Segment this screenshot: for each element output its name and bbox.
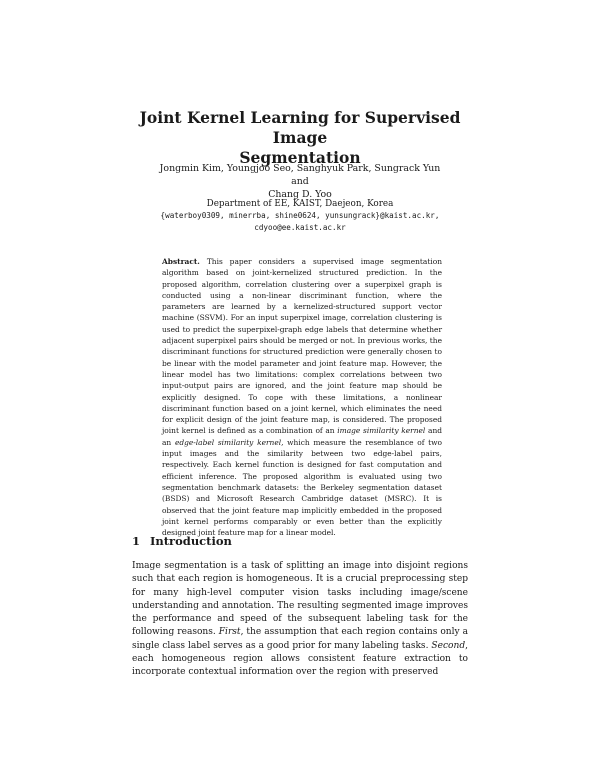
title-line-1: Joint Kernel Learning for Supervised Image — [139, 108, 461, 147]
paper-title — [120, 108, 480, 168]
abstract-text-2: and an — [162, 426, 443, 447]
abstract-text-1: This paper considers a supervised image segmentation algorithm based on joint-kernelized structured prediction. In the proposed algorithm, correlation clustering over a superpixel graph is conducted using a non-linear discriminant function, where the parameters are learned by a kernelized-structured support vector machine (SSVM). For an input superpixel image, correlation clustering is used to predict the superpixel-graph edge labels that determine whether adjacent superpixel pairs should be merged or not. In previous works, the discriminant functions for structured prediction were generally chosen to be linear with the model parameter and joint feature map. However, the linear model has two limitations: complex correlations between two input-output pairs are ignored, and the joint feature map should be explicitly designed. To cope with these limitations, a nonlinear discriminant function based on a joint kernel, which eliminates the need for explicit design of the joint feature map, is considered. The proposed joint kernel is defined as a combination of an — [162, 257, 442, 436]
author-list — [150, 162, 450, 201]
section-title: Introduction — [150, 534, 232, 548]
abstract-label: Abstract. — [162, 257, 200, 266]
intro-text-3: , each homogeneous region allows consistent feature extraction to incorporate contextual information over the region with preserved — [132, 640, 468, 678]
email-line-1: {waterboy0309, minerrba, shine0624, yunsungrack}@kaist.ac.kr, — [160, 211, 440, 220]
intro-emphasis-1: First — [218, 627, 241, 638]
affiliation-block — [140, 198, 460, 234]
intro-text-2: , the assumption that each region contains only a single class label serves as a good prior for many labeling tasks. — [132, 627, 468, 651]
abstract-emphasis-1: image similarity kernel — [337, 426, 426, 436]
authors-line-2: Chang D. Yoo — [268, 189, 332, 200]
affiliation: Department of EE, KAIST, Daejeon, Korea — [206, 199, 394, 209]
authors-line-1: Jongmin Kim, Youngjoo Seo, Sanghyuk Park, Sungrack Yun and — [159, 163, 441, 187]
intro-text-1: Image segmentation is a task of splitting an image into disjoint regions such that each region is homogeneous. It is a crucial preprocessing step for many high-level computer vision tasks including image/scene understanding and annotation. The resulting segmented image improves the performance and speed of the subsequent labeling task for the following reasons. — [132, 561, 468, 638]
intro-emphasis-2: Second — [431, 640, 466, 651]
abstract-emphasis-2: edge-label similarity kernel — [174, 437, 282, 447]
section-heading-introduction — [132, 534, 232, 548]
abstract — [162, 256, 442, 538]
introduction-paragraph — [132, 560, 468, 680]
section-number: 1 — [132, 534, 141, 548]
title-line-2: Segmentation — [239, 148, 361, 167]
email-line-2: cdyoo@ee.kaist.ac.kr — [254, 223, 346, 232]
abstract-text-3: , which measure the resemblance of two input images and the similarity between two edge-label pairs, respectively. Each kernel function is designed for fast computation and efficient inference. The proposed algorithm is evaluated using two segmentation benchmark datasets: the Berkeley segmentation dataset (BSDS) and Microsoft Research Cambridge dataset (MSRC). It is observed that the joint feature map implicitly embedded in the proposed joint kernel performs comparably or even better than the explicitly designed joint feature map for a linear model. — [162, 437, 442, 538]
